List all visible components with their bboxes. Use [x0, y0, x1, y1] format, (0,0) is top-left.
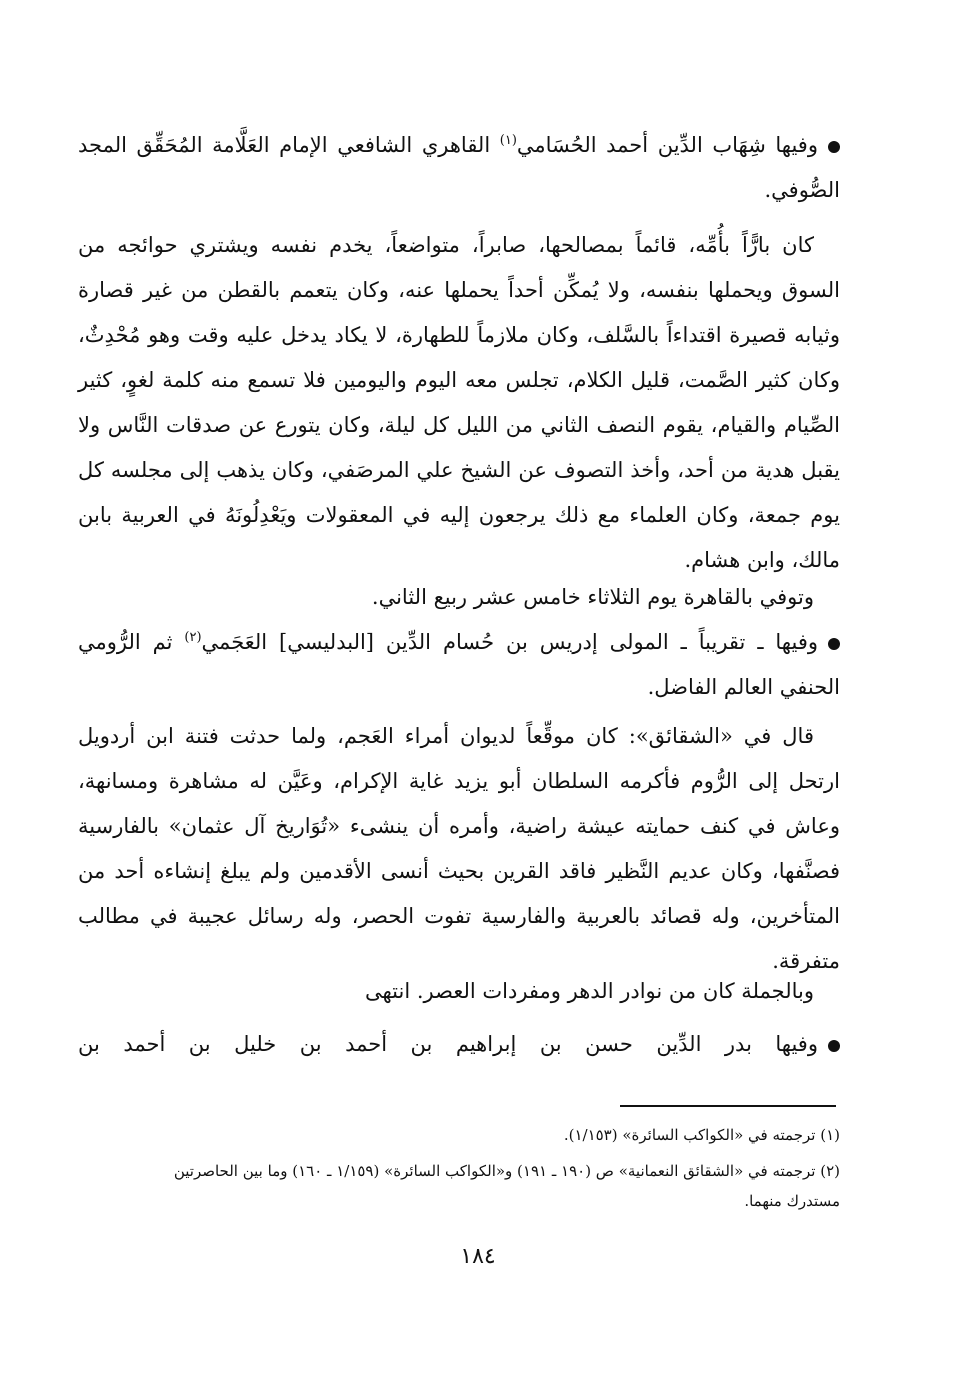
- entry-shihab-al-din: [78, 123, 840, 213]
- death-note-text: وتوفي بالقاهرة يوم الثلاثاء خامس عشر ربيع الثاني.: [371, 585, 814, 609]
- entry-heading-text: وفيها شِهَاب الدِّين أحمد الحُسَامي: [516, 133, 818, 157]
- bullet-icon: [828, 141, 840, 153]
- entry-heading-text-cont: القاهري الشافعي الإمام العَلَّامة المُحَقِّق المجد الصُّوفي.: [78, 133, 840, 202]
- quote-paragraph-text: قال في «الشقائق»: كان موقِّعاً لديوان أمراء العَجم، ولما حدثت فتنة ابن أردويل ارتحل إلى الرُّوم فأكرمه السلطان أبو يزيد غاية الإكرام، وعَيَّن له مشاهرة ومسانهة، وعاش في كنف حمايته عيشة راضية، وأمره أن ينشىء «تُوَاريخ آل عثمان» بالفارسية فصنَّفها، وكان عديم النَّظير فاقد القرين بحيث أنسى الأقدمين ولم يبلغ إنشاءه أحد من المتأخرين، وله قصائد بالعربية والفارسية تفوت الحصر، وله رسائل عجيبة في مطالب متفرقة.: [78, 724, 840, 973]
- footnote-2: [120, 1156, 840, 1216]
- summary-paragraph: [78, 969, 840, 1014]
- footnote-1-text: (١) ترجمته في «الكواكب السائرة» (١/١٥٣).: [563, 1126, 840, 1144]
- footnote-marker: (١): [499, 133, 517, 148]
- death-note-paragraph: [78, 575, 840, 620]
- entry-heading-text: وفيها بدر الدِّين حسن بن إبراهيم بن أحمد بن خليل بن أحمد بن: [78, 1032, 818, 1056]
- entry-heading-text-cont: ثم الرُّومي الحنفي العالم الفاضل.: [78, 630, 840, 699]
- footnote-1: [78, 1120, 840, 1150]
- quote-paragraph: [78, 714, 840, 984]
- bullet-icon: [828, 638, 840, 650]
- summary-text: وبالجملة كان من نوادر الدهر ومفردات العصر. انتهى: [365, 979, 814, 1003]
- body-paragraph: [78, 223, 840, 583]
- footnote-2-text: (٢) ترجمته في «الشقائق النعمانية» ص (١٩٠ ـ ١٩١) و«الكواكب السائرة» (١/١٥٩ ـ ١٦٠) وما بين الحاصرتين مستدرك منهما.: [173, 1162, 840, 1210]
- entry-badr-al-din: [78, 1022, 840, 1067]
- entry-idris: [78, 620, 840, 710]
- page-number: ١٨٤: [460, 1244, 496, 1269]
- entry-heading-text: وفيها ـ تقريباً ـ المولى إدريس بن حُسام الدِّين [البدليسي] العَجَمي: [201, 630, 819, 654]
- footnote-marker: (٢): [184, 630, 202, 645]
- footnote-divider: [620, 1105, 836, 1107]
- body-paragraph-text: كان بارًّاً بأُمِّه، قائماً بمصالحها، صابراً، متواضعاً، يخدم نفسه ويشتري حوائجه من السوق ويحملها بنفسه، ولا يُمكِّن أحداً يحملها عنه، وكان يتعمم بالقطن من غير قصارة وثيابه قصيرة اقتداءاً بالسَّلف، وكان ملازماً للطهارة، لا يكاد يدخل عليه وقت وهو مُحْدِثٌ، وكان كثير الصَّمت، قليل الكلام، تجلس معه اليوم واليومين فلا تسمع منه كلمة لغوٍ، كثير الصِّيام والقيام، يقوم النصف الثاني من الليل كل ليلة، وكان يتورع عن صدقات النَّاس ولا يقبل هدية من أحد، وأخذ التصوف عن الشيخ علي المرصَفي، وكان يذهب إلى مجلسه كل يوم جمعة، وكان العلماء مع ذلك يرجعون إليه في المعقولات ويَعْدِلُونَهُ في العربية بابن مالك، وابن هشام.: [78, 233, 840, 572]
- bullet-icon: [828, 1040, 840, 1052]
